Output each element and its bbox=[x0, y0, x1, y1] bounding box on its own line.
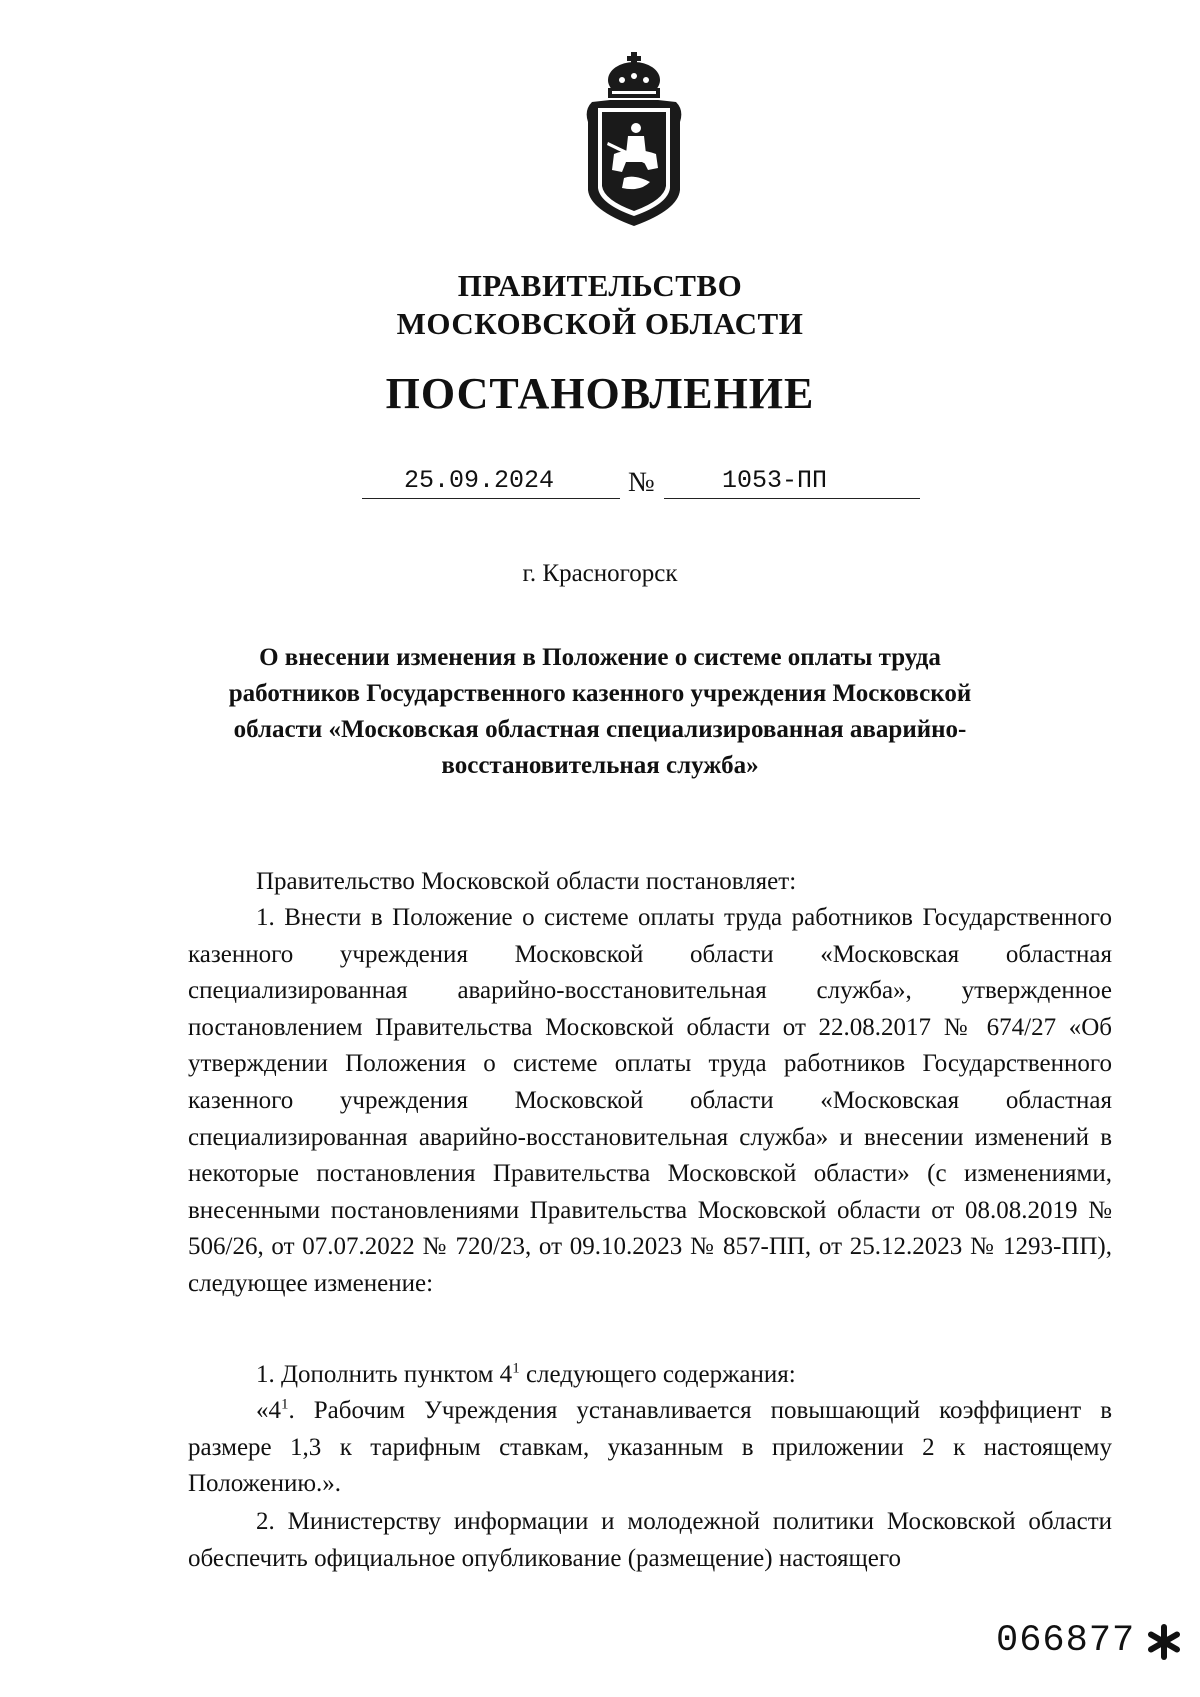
item-2-paragraph: 2. Министерству информации и молодежной политики Московской области обеспечить официальное опубликование (размещение) настоящего bbox=[188, 1508, 1112, 1572]
document-number: 1053-ПП bbox=[722, 466, 828, 495]
intro-paragraph: Правительство Московской области постановляет: bbox=[256, 868, 797, 895]
date-field bbox=[362, 466, 620, 499]
subitem-1-text-end: следующего содержания: bbox=[519, 1361, 796, 1388]
number-field bbox=[664, 466, 920, 499]
quoted-clause-text: . Рабочим Учреждения устанавливается повышающий коэффициент в размере 1,3 к тарифным ставкам, указанным в приложении 2 к настоящему Положению.». bbox=[188, 1397, 1112, 1498]
document-subject: О внесении изменения в Положение о системе оплаты труда работников Государственного казенного учреждения Московской области «Московская областная специализированная аварийно-восстановительная служба» bbox=[228, 644, 972, 779]
document-type-title: ПОСТАНОВЛЕНИЕ bbox=[385, 369, 815, 418]
government-name-line2: МОСКОВСКОЙ ОБЛАСТИ bbox=[396, 306, 804, 341]
item-1-paragraph: 1. Внести в Положение о системе оплаты труда работников Государственного казенного учреждения Московской области «Московская областная специализированная аварийно-восстановительная служба», утвержденное постановлением Правительства Московской области от 22.08.2017 № 674/27 «Об утверждении Положения о системе оплаты труда работников Государственного казенного учреждения Московской области «Московская областная специализированная аварийно-восстановительная служба» и внесении изменений в некоторые постановления Правительства Московской области» (с изменениями, внесенными постановлениями Правительства Московской области от 08.08.2019 № 506/26, от 07.07.2022 № 720/23, от 09.10.2023 № 857-ПП, от 25.12.2023 № 1293-ПП), следующее изменение: bbox=[188, 904, 1112, 1297]
subitem-1-paragraph bbox=[188, 1357, 1112, 1394]
number-sign: № bbox=[628, 467, 655, 498]
superscript: 1 bbox=[281, 1396, 289, 1413]
subitem-1-text: 1. Дополнить пунктом 4 bbox=[256, 1361, 513, 1388]
document-date: 25.09.2024 bbox=[404, 466, 555, 495]
government-name-line1: ПРАВИТЕЛЬСТВО bbox=[457, 268, 743, 303]
quoted-clause-paragraph bbox=[188, 1393, 1112, 1503]
serial-number-stamp: 066877 bbox=[996, 1620, 1136, 1662]
superscript: 1 bbox=[512, 1360, 520, 1377]
quoted-clause-start: «4 bbox=[256, 1397, 281, 1424]
asterisk-icon bbox=[1146, 1624, 1182, 1660]
city: г. Красногорск bbox=[522, 560, 678, 587]
coat-of-arms-icon bbox=[578, 50, 690, 228]
